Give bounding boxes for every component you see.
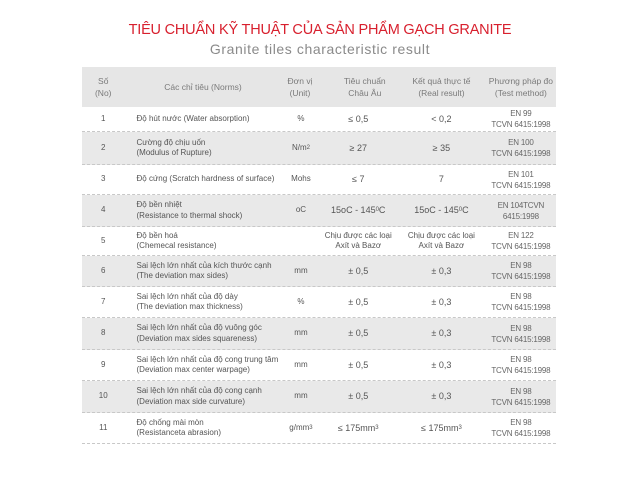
norm-vi: Sai lệch lớn nhất của độ cong trung tâm <box>136 354 279 364</box>
row-unit <box>282 391 319 402</box>
row-eu-standard <box>319 297 397 308</box>
header-no-en: (No) <box>94 88 112 98</box>
header-unit-vi: Đơn vị <box>287 76 313 86</box>
row-norm <box>125 174 283 185</box>
row-eu-standard <box>319 114 397 125</box>
eu-value: ± 0,5 <box>348 391 369 402</box>
row-norm <box>125 418 283 439</box>
header-method-vi: Phương pháp đo <box>488 76 553 86</box>
eu-value-line2: Axít và Bazơ <box>335 241 382 250</box>
page-subtitle: Granite tiles characteristic result <box>209 41 431 57</box>
row-real-result <box>397 423 486 434</box>
row-unit <box>282 143 319 154</box>
eu-value: ± 0,5 <box>348 328 369 339</box>
method-line1: EN 104TCVN <box>497 200 545 210</box>
row-norm <box>125 386 283 407</box>
header-method-en: (Test method) <box>494 88 547 98</box>
method-line2: TCVN 6415:1998 <box>491 429 551 438</box>
real-value: 15oC - 145 <box>414 205 459 216</box>
row-eu-standard <box>319 360 397 371</box>
eu-value: ± 0,5 <box>348 359 369 370</box>
unit-value: Mohs <box>291 174 311 184</box>
table-row <box>82 256 556 287</box>
row-eu-standard <box>319 174 397 185</box>
row-real-result <box>397 114 486 125</box>
row-test-method <box>486 417 556 439</box>
table-row <box>82 318 556 350</box>
row-unit <box>282 266 319 277</box>
row-real-result <box>397 328 486 339</box>
norm-en: (Modulus of Rupture) <box>136 148 212 157</box>
row-test-method <box>486 137 556 159</box>
row-norm <box>125 114 283 125</box>
norm-en: (The deviation max thickness) <box>136 302 243 311</box>
superscript: 0 <box>458 207 463 214</box>
row-number: 2 <box>101 142 106 152</box>
row-norm <box>125 355 283 376</box>
header-unit-en: (Unit) <box>289 88 311 98</box>
method-line2: TCVN 6415:1998 <box>491 272 551 281</box>
row-unit <box>282 114 319 125</box>
norm-vi: Độ chống mài mòn <box>136 417 204 427</box>
method-line1: EN 98 <box>510 355 532 364</box>
row-unit <box>282 328 319 339</box>
method-line1: EN 98 <box>510 323 532 333</box>
row-test-method <box>486 291 556 313</box>
row-real-result <box>397 297 486 308</box>
method-line1: EN 98 <box>510 386 532 396</box>
real-value: < 0,2 <box>431 113 452 124</box>
real-value: 7 <box>438 174 444 185</box>
row-number: 10 <box>98 391 108 401</box>
norm-vi: Độ hút nước (Water absorption) <box>136 113 250 123</box>
header-unit <box>282 75 319 99</box>
eu-value: 15oC - 145 <box>331 205 376 216</box>
row-norm <box>125 261 283 282</box>
row-unit <box>282 205 319 216</box>
row-number: 4 <box>101 205 106 215</box>
real-value: ≤ 175mm <box>421 422 459 433</box>
row-norm <box>125 231 283 252</box>
norm-vi: Cường độ chịu uốn <box>136 137 206 147</box>
eu-value: ± 0,5 <box>348 265 369 276</box>
method-line2: TCVN 6415:1998 <box>491 334 551 344</box>
row-real-result <box>397 174 486 185</box>
row-eu-standard <box>319 231 397 252</box>
norm-vi: Độ cứng (Scratch hardness of surface) <box>136 174 275 184</box>
header-test-method <box>486 75 556 99</box>
row-norm <box>125 138 283 159</box>
row-number: 8 <box>101 328 106 338</box>
header-eu-line2: Châu Âu <box>348 88 382 98</box>
row-eu-standard <box>319 391 397 402</box>
norm-en: (Resistanceta abrasion) <box>136 428 221 437</box>
method-line1: EN 98 <box>510 261 532 270</box>
row-test-method <box>486 230 556 252</box>
method-line1: EN 99 <box>510 109 532 118</box>
row-number: 11 <box>99 422 108 432</box>
row-unit <box>282 174 319 185</box>
unit-value: N/m <box>291 142 307 152</box>
method-line2: TCVN 6415:1998 <box>491 149 551 158</box>
header-real-vi: Kết quả thực tế <box>412 76 471 86</box>
row-real-result <box>397 266 486 277</box>
row-real-result <box>397 391 486 402</box>
norm-vi: Độ bền nhiệt <box>136 200 182 209</box>
row-real-result <box>397 231 486 252</box>
row-number: 3 <box>101 174 106 184</box>
row-norm <box>125 323 283 344</box>
unit-value: % <box>297 296 305 306</box>
method-line2: 6415:1998 <box>502 211 539 221</box>
method-line2: TCVN 6415:1998 <box>491 242 551 251</box>
superscript: 3 <box>309 424 313 431</box>
row-norm <box>125 200 283 221</box>
real-value-line2: Axít và Bazơ <box>418 241 465 250</box>
table-row <box>82 107 556 132</box>
row-unit <box>282 297 319 308</box>
row-eu-standard <box>319 328 397 339</box>
table-row <box>82 165 556 195</box>
norm-en: (Deviation max side curvature) <box>136 396 245 406</box>
norm-vi: Sai lệch lớn nhất của độ vuông góc <box>136 323 262 332</box>
row-test-method <box>486 323 556 345</box>
method-line2: TCVN 6415:1998 <box>491 366 551 375</box>
unit-value: g/mm <box>289 422 310 432</box>
real-value: ± 0,3 <box>431 359 452 370</box>
method-line2: TCVN 6415:1998 <box>491 120 551 129</box>
header-real-en: (Real result) <box>418 88 465 98</box>
header-eu-standard <box>318 75 397 99</box>
unit-value: oC <box>295 205 307 215</box>
real-value: ≥ 35 <box>432 142 451 153</box>
norm-en: (Deviation max center warpage) <box>136 365 250 374</box>
norm-en: (The deviation max sides) <box>136 271 229 280</box>
unit-value: mm <box>294 328 308 338</box>
eu-value: ≤ 0,5 <box>348 113 369 124</box>
row-real-result <box>397 205 486 216</box>
real-value: ± 0,3 <box>431 328 452 339</box>
superscript: 3 <box>375 424 379 431</box>
row-eu-standard <box>319 205 397 216</box>
unit-suffix: C <box>462 205 469 216</box>
method-line1: EN 98 <box>510 418 532 427</box>
row-unit <box>282 360 319 371</box>
eu-value: Chịu được các loại <box>324 230 392 240</box>
method-line1: EN 101 <box>508 169 534 179</box>
table-row <box>82 287 556 318</box>
norm-vi: Sai lệch lớn nhất của kích thước cạnh <box>136 260 272 270</box>
real-value: ± 0,3 <box>431 296 452 307</box>
method-line1: EN 122 <box>508 231 534 240</box>
header-no <box>82 75 124 99</box>
real-value: ± 0,3 <box>431 265 452 276</box>
method-line2: TCVN 6415:1998 <box>491 397 551 407</box>
table-row <box>82 132 556 165</box>
specs-table <box>82 67 556 444</box>
row-number: 9 <box>101 359 106 369</box>
row-real-result <box>397 143 486 154</box>
real-value: ± 0,3 <box>431 391 452 402</box>
row-test-method <box>486 386 556 408</box>
superscript: 2 <box>306 144 310 151</box>
method-line2: TCVN 6415:1998 <box>491 180 551 190</box>
eu-value: ± 0,5 <box>348 296 369 307</box>
table-row <box>82 350 556 381</box>
norm-en: (Deviation max sides squareness) <box>136 333 257 343</box>
row-test-method <box>486 108 556 130</box>
row-number: 7 <box>101 296 106 306</box>
row-unit <box>282 423 319 434</box>
row-norm <box>125 292 283 313</box>
row-real-result <box>397 360 486 371</box>
eu-value: ≤ 7 <box>352 174 365 185</box>
row-number: 1 <box>101 113 106 123</box>
norm-vi: Độ bền hoá <box>136 230 178 240</box>
norm-vi: Sai lệch lớn nhất của độ dày <box>136 291 238 301</box>
row-number: 6 <box>101 265 106 275</box>
table-row <box>82 195 556 227</box>
table-row <box>82 227 556 256</box>
table-body <box>82 107 556 444</box>
header-norms: Các chỉ tiêu (Norms) <box>164 82 242 92</box>
method-line1: EN 100 <box>508 138 534 147</box>
table-row <box>82 413 556 444</box>
unit-value: mm <box>294 391 308 401</box>
eu-value: ≤ 175mm <box>337 422 376 433</box>
row-test-method <box>486 200 556 222</box>
superscript: 3 <box>458 424 462 431</box>
row-eu-standard <box>319 143 397 154</box>
unit-value: mm <box>294 265 308 275</box>
table-header-row <box>82 67 556 107</box>
norm-vi: Sai lệch lớn nhất của độ cong cạnh <box>136 386 262 395</box>
norm-en: (Resistance to thermal shock) <box>136 210 243 220</box>
header-real-result <box>397 75 486 99</box>
unit-suffix: C <box>378 205 386 216</box>
eu-value: ≥ 27 <box>349 142 367 153</box>
header-eu-line1: Tiêu chuẩn <box>343 76 386 86</box>
real-value: Chịu được các loại <box>407 230 475 240</box>
unit-value: % <box>297 113 305 123</box>
superscript: 0 <box>375 207 379 214</box>
header-no-vi: Số <box>98 76 109 86</box>
row-number: 5 <box>101 235 106 245</box>
row-eu-standard <box>319 266 397 277</box>
row-test-method <box>486 260 556 282</box>
row-test-method <box>486 169 556 191</box>
row-test-method <box>486 354 556 376</box>
method-line1: EN 98 <box>510 292 532 301</box>
method-line2: TCVN 6415:1998 <box>491 303 551 312</box>
row-eu-standard <box>319 423 397 434</box>
norm-en: (Chemecal resistance) <box>136 241 217 250</box>
page-title: TIÊU CHUẨN KỸ THUẬT CỦA SẢN PHẨM GẠCH GRANITE <box>128 22 512 38</box>
table-row <box>82 381 556 413</box>
unit-value: mm <box>294 359 308 369</box>
